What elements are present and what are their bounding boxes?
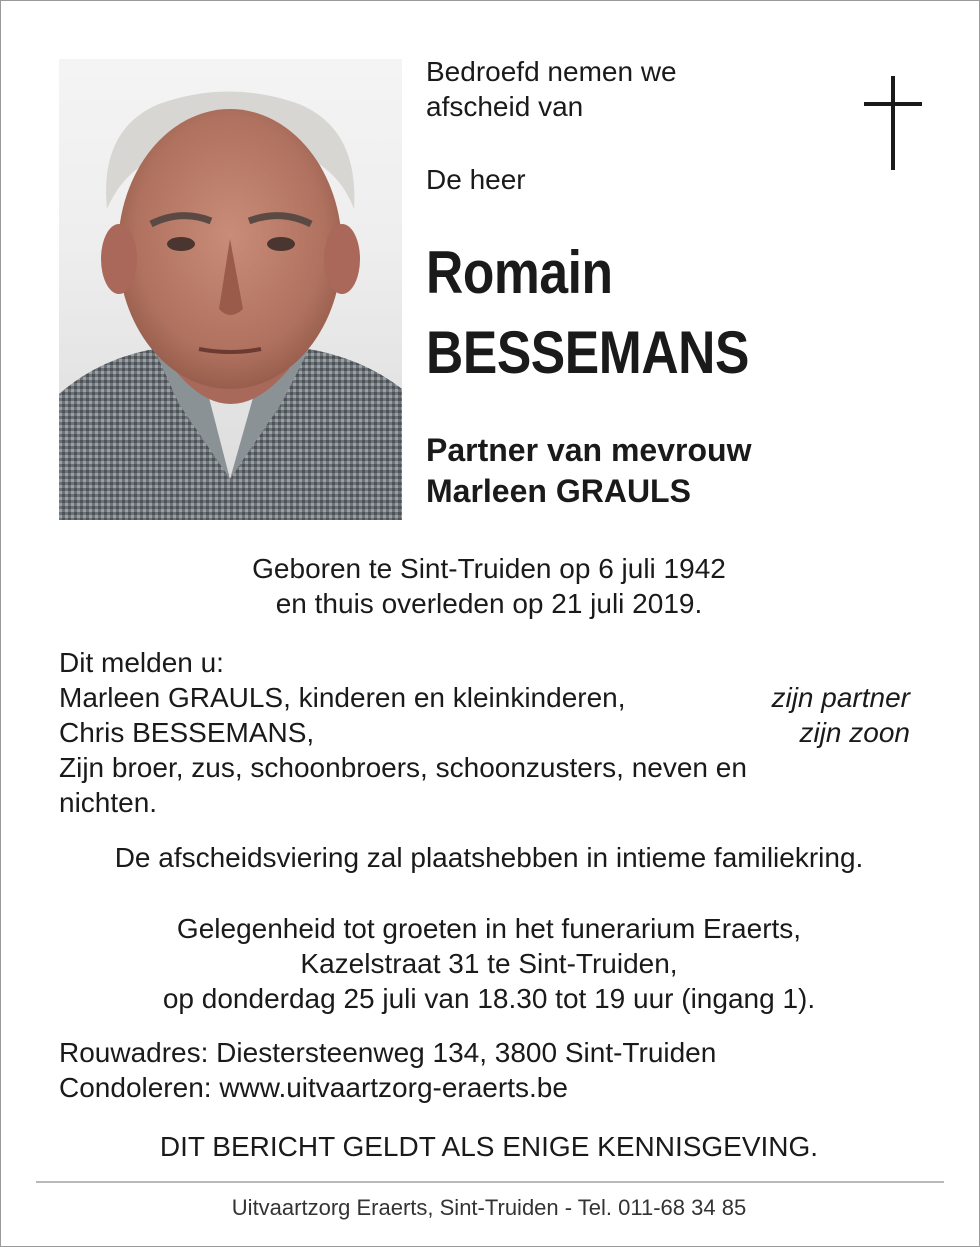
- footer-divider: [36, 1181, 944, 1183]
- condolence-website: Condoleren: www.uitvaartzorg-eraerts.be: [59, 1072, 568, 1103]
- notice-statement: DIT BERICHT GELDT ALS ENIGE KENNISGEVING.: [159, 1131, 819, 1162]
- intro-line-2: afscheid van: [426, 91, 584, 122]
- title-honorific: De heer: [426, 164, 526, 195]
- partner-line-2: Marleen GRAULS: [426, 473, 691, 509]
- visit-line-1: Gelegenheid tot groeten in het funerarium Eraerts,: [176, 913, 802, 944]
- announce-extra-line-2: nichten.: [59, 787, 158, 818]
- footer-text: Uitvaartzorg Eraerts, Sint-Truiden - Tel. 011-68 34 85: [231, 1195, 747, 1220]
- deceased-last-name: BESSEMANS: [426, 319, 749, 386]
- death-line: en thuis overleden op 21 juli 2019.: [275, 588, 703, 619]
- visit-line-3: op donderdag 25 juli van 18.30 tot 19 uur (ingang 1).: [162, 983, 816, 1014]
- cross-icon: [862, 76, 924, 170]
- mourning-address: Rouwadres: Diestersteenweg 134, 3800 Sint-Truiden: [59, 1037, 717, 1068]
- birth-line: Geboren te Sint-Truiden op 6 juli 1942: [252, 553, 726, 584]
- portrait-photo: [59, 59, 402, 520]
- ceremony-text: De afscheidsviering zal plaatshebben in intieme familiekring.: [114, 842, 864, 873]
- announcer-relation: zijn zoon: [799, 717, 910, 748]
- portrait-illustration: [59, 59, 402, 520]
- announce-extra-line-1: Zijn broer, zus, schoonbroers, schoonzusters, neven en: [59, 752, 747, 783]
- intro-line-1: Bedroefd nemen we: [426, 56, 677, 87]
- deceased-first-name: Romain: [426, 239, 613, 306]
- partner-line-1: Partner van mevrouw: [426, 432, 752, 468]
- announcer-name: Chris BESSEMANS,: [59, 717, 315, 748]
- announcer-name: Marleen GRAULS, kinderen en kleinkinderen,: [59, 682, 626, 713]
- announce-intro: Dit melden u:: [59, 647, 224, 678]
- announcer-relation: zijn partner: [771, 682, 910, 713]
- visit-line-2: Kazelstraat 31 te Sint-Truiden,: [300, 948, 678, 979]
